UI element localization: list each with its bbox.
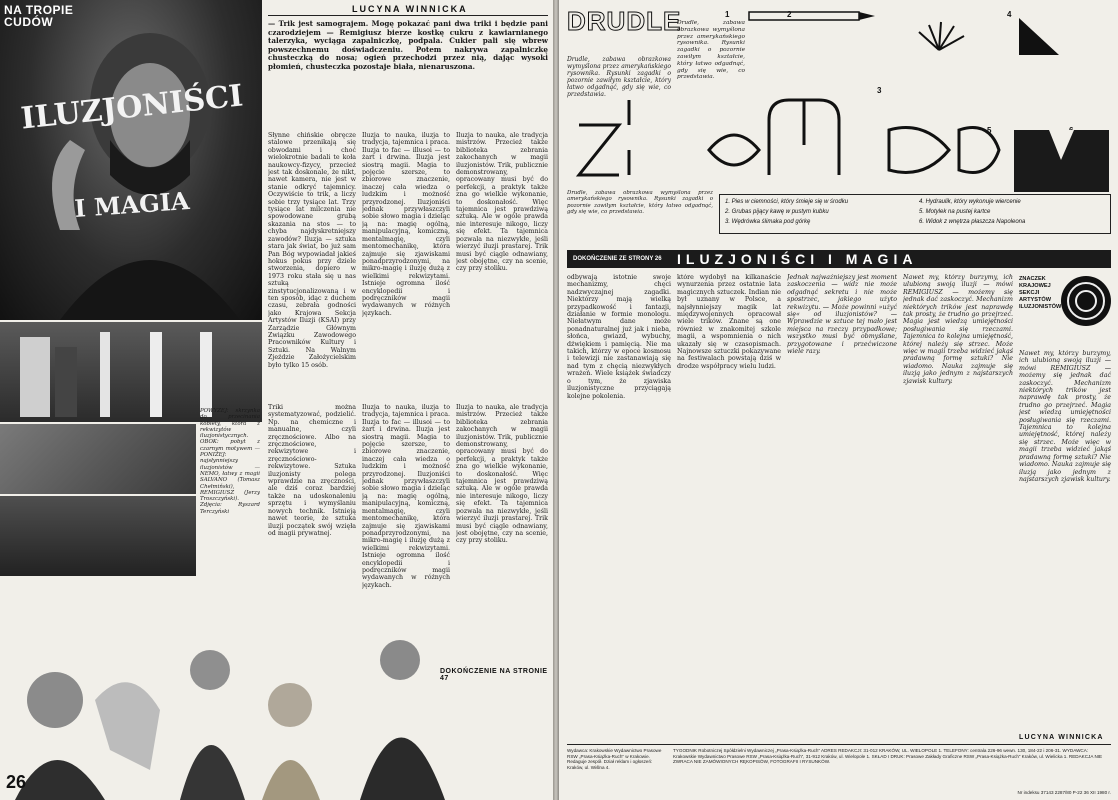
left-page — [0, 0, 553, 800]
drudle-answer-1: 1. Pies w ciemności, który śmieje się w środku — [725, 199, 849, 205]
drudle-number-1: 1 — [725, 10, 730, 19]
imprint-left: Wydawca: Krakowskie Wydawnictwo Prasowe RSW „Prasa-Książka-Ruch” w Krakowie. Redaguje zespół. Dział reklam i ogłoszeń: Kraków, ul. Wiślna 4. — [567, 748, 662, 770]
box-trick-photo — [0, 322, 262, 422]
article-column-3: Iluzja to nauka, ale tradycja mistrzów. Przecież także biblioteka zebrania zakochanych w magii iluzjonistów. Trik, publicznie demonstrowany, opracowany musi być do perfekcji, a praktyk także zna go wielkie wykonanie, to doskonałość. Więc tajemnica jest prawdziwą sztuką. Ale w ogóle prawda nie interesuje nikogo, liczy się efekt. Ta tajemnica pozwala na niezwykłe, jeśli wierzyć iluzji prastarej. Trik musi być ciągle odnawiany, jest obojętne, czy na scenie, czy przy stoliku. — [456, 132, 548, 273]
emblem-caption: ZNACZEK KRAJOWEJ SEKCJI ARTYSTÓW ILUZJONISTÓW — [1019, 276, 1062, 310]
workshop-photo — [0, 424, 196, 494]
magicians-group-icon — [0, 580, 553, 800]
drudle-intro: Drudle, zabawa obrazkowa wymyślona przez amerykańskiego rysownika. Rysunki zagadki o pozornie zawiłym kształcie, który łatwo odgadnąć, gdy się wie, co przedstawia. — [567, 56, 671, 98]
page-number-left: 26 — [6, 772, 27, 792]
right-page — [559, 0, 1118, 800]
photo-caption: POWYŻEJ: skrzynka do przecinania kobiety, która z rekwizytów iluzjonistycznych. OBOK: pobyt z czarnym motywem — PONIŻEJ: najsłynniejszy iluzjonistów — NEMO, łatwy z magii SALVANO (Tomasz Chełmiński), REMIGIUSZ (Jerzy Troszczyński). Zdjęcia: Ryszard Terczyński — [200, 408, 260, 515]
article-column-4: Triki można systematyzować, podzielić. Np. na chemiczne i manualne, czyli zręcznościowe. Albo na zręcznościowe, rekwizytowe i zręcznościowo-rekwizytowe. Sztuka iluzjonisty polega wprawdzie na zręczności, ale dziś coraz bardziej także na udoskonaleniu sprzętu i wymyślaniu nowych technik. Istnieją nawet teorie, że sztuka iluzji początek swój wzięła od magii prywatnej. — [268, 404, 356, 537]
continuation-label: DOKOŃCZENIE NA STRONIE 47 — [440, 668, 548, 682]
drudle-number-3: 3 — [877, 86, 882, 95]
right-column-4: Nawet my, którzy burzymy, ich ulubioną swoją iluzji — mówi REMIGIUSZ — możemy się jednak dać zaskoczyć. Mechanizm niektórych trików jest naprawdę tak prosty, że trudno go przejrzeć. Magia jest wiedzą umiejętności posługiwania się rzeczami. Tajemnica to kolejna umiejętność, której należy się strzec. Może więc w magii trzeba widzieć jakąś pradawną formę sztuki? Nie wiadomo. Nauka zajmuje się iluzją jako jednym z najstarszych zjawisk kultury. — [903, 274, 1013, 385]
drudle-title-text: DRUDLE — [567, 6, 682, 36]
article-column-1: Słynne chińskie obręcze stalowe przenikają się obwodami i choć wielokrotnie badali te koła naukowcy-fizycy, przecież jest tak doskonale, że nikt, nawet kamera, nie jest w stanie odkryć tajemnicy. Oczywiście to trik, a liczy sobie trzy tysiące lat. Trzy tysiące lat milczenia nie spowodowane grubą skazania na stos — to chyba najdyskretniejszy zawodów? Iluzja — sztuka stara jak świat, bo już sam Pan Bóg wypowiadał jakieś hokus pokus przy dziele stworzenia, dopiero w 1973 roku stała się u nas sztuką zinstytucjonalizowaną i w ten sposób, idąc z duchem czasu, zebrała godności jako Krajowa Sekcja Artystów Iluzji (KSAI) przy Zarządzie Głównym Związku Zawodowego Pracowników Kultury i Sztuki. Na Walnym Zjeździe Założycielskim było tylko 15 osób. — [268, 132, 356, 369]
photo-title-1: ILUZJONIŚCI — [19, 78, 245, 137]
stage-figures-icon — [0, 322, 262, 422]
drudle-answer-3: 3. Wędrówka ślimaka pod górkę — [725, 219, 811, 225]
continuation-from: DOKOŃCZENIE ZE STRONY 26 — [573, 255, 662, 262]
emblem — [1061, 276, 1111, 326]
lede-paragraph: — Trik jest samograjem. Mogę pokazać pani dwa triki i będzie pani czarodziejem — Remigiusz bierze kostkę cukru z kawiarnianego talerzyka, wyciąga zapalniczkę, podpala. Cukier pali się wbrew powszechnemu doświadczeniu. Potem nakrywa zapalniczkę chusteczką do nosa; ogień przechodzi przez nią, dając wysoki płomień, chusteczka pozostaje biała, nienaruszona. — [268, 20, 548, 71]
emblem-icon — [1061, 276, 1111, 326]
right-column-5: Nawet my, którzy burzymy, ich ulubioną swoją iluzji — mówi REMIGIUSZ — możemy się jednak dać zaskoczyć. Mechanizm niektórych trików jest naprawdę tak prosty, że trudno go przejrzeć. Magia jest wiedzą umiejętności posługiwania się rzeczami. Tajemnica to kolejna umiejętność, której należy się strzec. Może więc w magii trzeba widzieć jakąś pradawną formę sztuki? Nie wiadomo. Nauka zajmuje się iluzją jako jednym z najstarszych zjawisk kultury. — [1019, 350, 1111, 483]
drudle-intro-2: Drudle, zabawa obrazkowa wymyślona przez amerykańskiego rysownika. Rysunki zagadki o pozornie zawiłym kształcie, który łatwo odgadnąć, gdy się wie, co przedstawia. — [677, 20, 745, 81]
article-column-6: Iluzja to nauka, ale tradycja mistrzów. Przecież także biblioteka zebrania zakochanych w magii iluzjonistów. Trik, publicznie demonstrowany, opracowany musi być do perfekcji, a praktyk także zna go wielkie wykonanie, to doskonałość. Więc tajemnica jest prawdziwą sztuką. Ale w ogóle prawda nie interesuje nikogo, liczy się efekt. Ta tajemnica pozwala na niezwykłe, jeśli wierzyć iluzji prastarej. Trik musi być ciągle odnawiany, jest obojętne, czy na scenie, czy przy stoliku. — [456, 404, 548, 545]
photo-title-2: I MAGIA — [73, 186, 191, 223]
right-column-1: odbywają istotnie swoje mechanizmy, chęci nadzwyczajnej zagadki. Niektórzy mają wielką przypadkowość i fantazji, działanie w formie monologu. Niełatwym dane może ponadnaturalnej już jak i nieba, słońca, gwiazd, wybuchy, dźwiękiem i pamięcią. Nie ma takich, którzy w epoce kosmosu i telewizji nie zastanawiają się nad tym z chęcią niezwykłych wrażeń. Wiele książek świadczy o tym, że zjawiska iluzjonistyczne przyciągają kolejne pokolenia. — [567, 274, 671, 400]
drudle-number-2: 2 — [787, 10, 792, 19]
magician-portrait-icon — [0, 0, 262, 320]
drudle-note: Drudle, zabawa obrazkowa wymyślona przez amerykańskiego rysownika. Rysunki zagadki o pozornie zawiłym kształcie, który łatwo odgadnąć, gdy się wie, co przedstawia. — [567, 190, 713, 215]
drudle-number-4: 4 — [1007, 10, 1012, 19]
drudle-answer-5: 5. Motylek na pustej kartce — [919, 209, 991, 215]
drudle-puzzles-icon — [559, 0, 1118, 200]
imprint-code: Nr indeksu 37143 2287/80 P-22 36 XII 1980 r. — [1017, 790, 1111, 795]
imprint-main: TYGODNIK Robotniczej Spółdzielni Wydawniczej „Prasa-Książka-Ruch” ADRES REDAKCJI: 31-012 KRAKÓW, UL. WIELOPOLE 1. TELEFONY: centrala 226-96 wewn. 130, 184-22 i 206-31. WYDAWCA: Krakowskie Wydawnictwo Prasowe RSW „Prasa-Książka-Ruch”, 31-912 Kraków, ul. Wielopole 1. SKŁAD I DRUK: Prasowe Zakłady Graficzne RSW „Prasa-Książka-Ruch” Kraków, ul. Wielicka 1. REDAKCJA NIE ZWRACA NIE ZAMÓWIONYCH RĘKOPISÓW, FOTOGRAFII I RYSUNKÓW. — [673, 748, 1103, 765]
article-column-2: Iluzja to nauka, iluzja to tradycja, tajemnica i praca. Iluzja to fac — illusoi — to żart i drwina. Iluzja jest siostrą magii. Magia to pojęcie szersze, to zbiorowe znaczenie, inaczej cała wiedza o ludzkim i możność przyrodzonej. Iluzjoniści jednak przywłaszczyli sobie słowo magia i dzieląc ją na: magię ogólną, manipulacyjną, komiczną, mentalmagię, czyli mentomechanikę, która zajmuje się zjawiskami ponadprzyrodzonymi, na mikro-magię i iluzję dużą z wielkimi rekwizytami. Istnieje ogromna ilość encyklopedii i podręczników magii wydawanych w różnych językach. — [362, 132, 450, 317]
main-photo — [0, 0, 262, 320]
kicker: NA TROPIE CUDÓW — [4, 3, 74, 29]
drudle-answer-4: 4. Hydraulik, który wykonuje wiercenie — [919, 199, 1021, 205]
imprint-rule — [567, 744, 1111, 745]
drudle-answer-6: 6. Widok z wnętrza płaszcza Napoleona — [919, 219, 1026, 225]
audience-photo — [0, 496, 196, 576]
banner-title: ILUZJONIŚCI I MAGIA — [677, 251, 918, 267]
drudle-answer-2: 2. Grubas pijący kawę w pustym kubku — [725, 209, 829, 215]
byline-rule — [268, 15, 548, 16]
bottom-photos — [0, 580, 553, 800]
byline: LUCYNA WINNICKA — [352, 4, 468, 14]
byline-right: LUCYNA WINNICKA — [1019, 734, 1104, 741]
continuation-banner — [567, 250, 1111, 268]
right-column-3: Jednak najważniejszy jest moment zaskoczenia — widz nie może odgadnąć sekretu i nie może spostrzec, jakiego użyto rekwizytu. — Może powinni »użyć się« od iluzjonistów? — Wprawdzie w sztuce tej mało jest miejsca na rzeczy przypadkowe; wszystko musi być obmyślane, przygotowane i przećwiczone wiele razy. — [787, 274, 897, 356]
drudle-number-5: 5 — [987, 126, 992, 135]
article-column-5: Iluzja to nauka, iluzja to tradycja, tajemnica i praca. Iluzja to fac — illusoi — to żart i drwina. Iluzja jest siostrą magii. Magia to pojęcie szersze, to zbiorowe znaczenie, inaczej cała wiedza o ludzkim i możność przyrodzonej. Iluzjoniści jednak przywłaszczyli sobie słowo magia i dzieląc ją na: magię ogólną, manipulacyjną, komiczną, mentalmagię, czyli mentomechanikę, która zajmuje się zjawiskami ponadprzyrodzonymi, na mikro-magię i iluzję dużą z wielkimi rekwizytami. Istnieje ogromna ilość encyklopedii i podręczników magii wydawanych w różnych językach. — [362, 404, 450, 589]
right-column-2: które wydobył na kilkanaście wynurzenia przez ostatnie lata magicznych sztuczek. Indian nie był uznany w Polsce, a najsłynniejszy magik lat międzywojennych opracował wiele trików. Znane są one również w znakomitej szkole magii, a wspomnienia o nich ukazały się w czasopismach. Najnowsze sztuczki pokazywane na festiwalach powstają dziś w drodze współpracy wielu ludzi. — [677, 274, 781, 370]
